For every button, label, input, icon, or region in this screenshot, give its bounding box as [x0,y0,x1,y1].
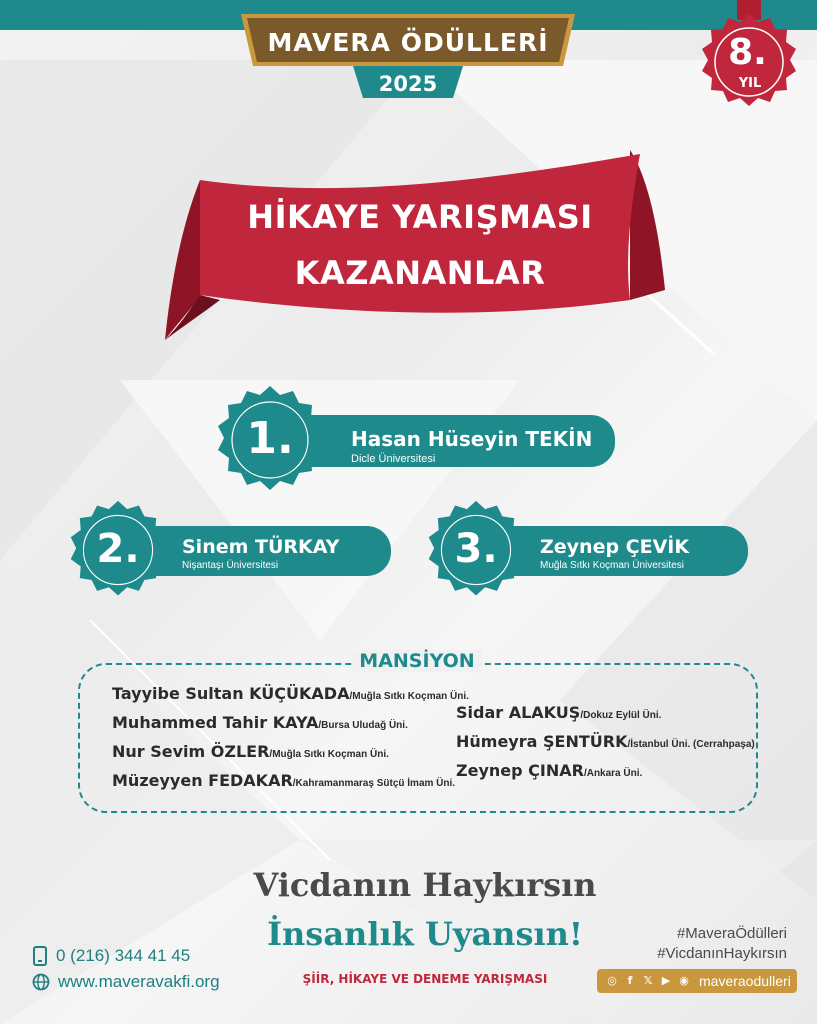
mention-name: Zeynep ÇINAR [456,761,584,780]
winner-rank: 3. [454,526,498,572]
hashtags [657,924,787,964]
mention-title: MANSİYON [352,650,482,672]
winner-rank: 2. [96,526,140,572]
anniversary-unit: YIL [738,76,762,91]
mention-institution: /Muğla Sıtkı Koçman Üni. [269,749,389,760]
mention-institution: /Ankara Üni. [583,768,643,779]
mention-institution: /İstanbul Üni. (Cerrahpaşa) [627,739,755,750]
hashtag: #MaveraÖdülleri [676,925,787,942]
mention-item [112,742,469,771]
mention-institution: /Dokuz Eylül Üni. [580,710,662,721]
phone-number: 0 (216) 344 41 45 [56,946,191,965]
mention-item [456,761,755,790]
anniversary-number: 8. [728,32,767,73]
mention-name: Sidar ALAKUŞ [456,703,581,722]
social-links[interactable] [597,969,797,993]
mention-institution: /Bursa Uludağ Üni. [318,720,408,731]
phone-icon [32,946,48,966]
header-badge [233,10,583,102]
anniversary-badge [697,0,802,116]
contact-website[interactable] [32,972,220,992]
slogan-line1: Vicdanın Haykırsın [253,866,597,904]
website-link: www.maveravakfi.org [58,972,220,991]
mention-list-left [112,684,469,800]
banner-title-line1: HİKAYE YARIŞMASI [247,198,593,236]
winner-school: Dicle Üniversitesi [351,453,436,465]
header-year: 2025 [378,72,438,96]
winner-second [68,500,393,600]
mention-item [456,732,755,761]
hashtag: #VicdanınHaykırsın [657,945,787,962]
competition-subtitle: ŞİİR, HİKAYE VE DENEME YARIŞMASI [302,972,548,986]
x-icon[interactable]: 𝕏 [643,974,653,987]
mention-name: Hümeyra ŞENTÜRK [456,732,628,751]
social-handle: maveraodulleri [699,973,791,989]
winner-rank: 1. [246,413,294,464]
mention-name: Müzeyyen FEDAKAR [112,771,293,790]
winner-first [215,385,615,495]
mention-name: Tayyibe Sultan KÜÇÜKADA [112,684,350,703]
winner-name: Sinem TÜRKAY [182,536,340,558]
contact-phone[interactable] [32,946,190,966]
mention-institution: /Kahramanmaraş Sütçü İmam Üni. [292,778,456,789]
winner-school: Nişantaşı Üniversitesi [182,560,279,571]
winner-school: Muğla Sıtkı Koçman Üniversitesi [540,560,684,571]
mention-item [112,713,469,742]
globe-icon [32,973,50,991]
mention-list-right [456,703,755,790]
winner-third [426,500,751,600]
slogan-line2: İnsanlık Uyansın! [267,915,583,953]
winner-name: Hasan Hüseyin TEKİN [351,427,593,451]
ribbon-shape [160,140,680,350]
winner-name: Zeynep ÇEVİK [540,536,690,558]
mention-name: Muhammed Tahir KAYA [112,713,319,732]
mention-name: Nur Sevim ÖZLER [112,742,270,761]
instagram-icon[interactable]: ◉ [679,974,689,987]
mention-institution: /Muğla Sıtkı Koçman Üni. [349,691,469,702]
header-title: MAVERA ÖDÜLLERİ [267,28,549,57]
banner-title-line2: KAZANANLAR [294,254,546,292]
mention-item [112,684,469,713]
mention-item [456,703,755,732]
facebook-icon[interactable]: f [627,974,633,987]
title-banner [160,140,680,350]
mention-item [112,771,469,800]
youtube-icon[interactable]: ▶ [661,974,671,987]
globe-icon[interactable]: ◎ [607,974,617,987]
